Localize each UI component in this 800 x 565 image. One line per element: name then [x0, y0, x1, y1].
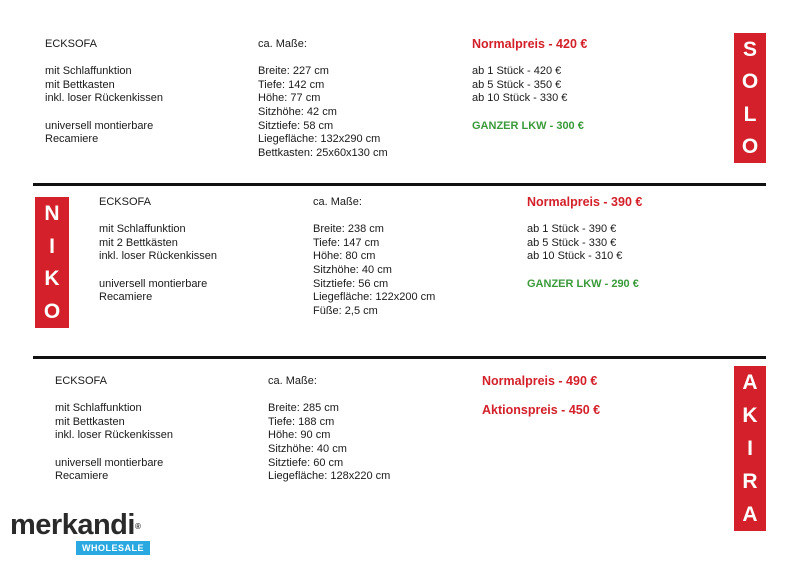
niko-pricing — [527, 196, 642, 291]
niko-dim: Breite: 238 cm — [313, 223, 384, 236]
niko-dims-title: ca. Maße: — [313, 196, 362, 208]
akira-feature: inkl. loser Rückenkissen — [55, 429, 173, 442]
solo-feature: Recamiere — [45, 133, 99, 146]
niko-feature: universell montierbare — [99, 277, 208, 290]
niko-name-strip — [35, 197, 69, 328]
wholesale-badge: WHOLESALE — [76, 541, 150, 555]
solo-letter: O — [741, 70, 759, 94]
niko-price-tier: ab 1 Stück - 390 € — [527, 223, 617, 236]
solo-price-tier: ab 1 Stück - 420 € — [472, 65, 562, 78]
solo-normal-price: Normalpreis - 420 € — [472, 37, 588, 51]
akira-type: ECKSOFA — [55, 375, 107, 387]
akira-letter: I — [747, 437, 753, 460]
niko-letter: O — [43, 300, 61, 324]
niko-feature: Recamiere — [99, 291, 153, 304]
akira-pricing — [482, 375, 600, 417]
solo-feature: mit Bettkasten — [45, 78, 115, 91]
solo-dim: Sitzhöhe: 42 cm — [258, 105, 337, 118]
solo-dim: Breite: 227 cm — [258, 65, 329, 78]
akira-name-strip — [734, 366, 766, 531]
akira-feature: mit Bettkasten — [55, 415, 125, 428]
akira-dims-title: ca. Maße: — [268, 375, 317, 387]
niko-truck-price: GANZER LKW - 290 € — [527, 277, 639, 290]
akira-letter: A — [742, 503, 758, 526]
solo-dim: Bettkasten: 25x60x130 cm — [258, 146, 388, 159]
niko-dim: Füße: 2,5 cm — [313, 304, 378, 317]
solo-truck-price: GANZER LKW - 300 € — [472, 119, 584, 132]
logo-wordmark: merkandi — [10, 509, 135, 541]
solo-letter: L — [743, 102, 757, 126]
akira-dim: Höhe: 90 cm — [268, 429, 331, 442]
niko-letter: I — [49, 234, 55, 258]
niko-price-tier: ab 5 Stück - 330 € — [527, 236, 617, 249]
akira-letter: R — [742, 470, 758, 493]
solo-dim: Höhe: 77 cm — [258, 92, 321, 105]
niko-type: ECKSOFA — [99, 196, 151, 208]
solo-dim: Sitztiefe: 58 cm — [258, 119, 334, 132]
divider — [33, 356, 766, 359]
solo-feature: mit Schlaffunktion — [45, 65, 132, 78]
akira-dimensions — [268, 375, 390, 484]
akira-dim: Tiefe: 188 cm — [268, 415, 335, 428]
solo-dimensions — [258, 38, 388, 160]
solo-letter: S — [742, 37, 757, 61]
solo-feature: inkl. loser Rückenkissen — [45, 92, 163, 105]
akira-feature: universell montierbare — [55, 456, 164, 469]
merkandi-logo — [10, 510, 150, 555]
akira-letter: K — [742, 404, 758, 427]
solo-dim: Liegefläche: 132x290 cm — [258, 133, 381, 146]
solo-dims-title: ca. Maße: — [258, 38, 307, 50]
niko-dimensions — [313, 196, 435, 318]
akira-action-price: Aktionspreis - 450 € — [482, 402, 601, 417]
niko-dim: Tiefe: 147 cm — [313, 236, 380, 249]
akira-dim: Sitztiefe: 60 cm — [268, 456, 344, 469]
solo-price-tier: ab 5 Stück - 350 € — [472, 78, 562, 91]
niko-normal-price: Normalpreis - 390 € — [527, 195, 643, 209]
niko-feature: mit Schlaffunktion — [99, 223, 186, 236]
niko-feature: mit 2 Bettkästen — [99, 236, 178, 249]
akira-dim: Breite: 285 cm — [268, 402, 339, 415]
niko-price-tier: ab 10 Stück - 310 € — [527, 250, 623, 263]
registered-mark: ® — [134, 522, 141, 531]
niko-dim: Sitztiefe: 56 cm — [313, 277, 389, 290]
niko-description — [99, 196, 217, 305]
akira-dim: Sitzhöhe: 40 cm — [268, 442, 347, 455]
akira-normal-price: Normalpreis - 490 € — [482, 374, 598, 388]
akira-feature: Recamiere — [55, 470, 109, 483]
niko-dim: Höhe: 80 cm — [313, 250, 376, 263]
divider — [33, 183, 766, 186]
akira-feature: mit Schlaffunktion — [55, 402, 142, 415]
niko-letter: N — [44, 201, 60, 225]
solo-dim: Tiefe: 142 cm — [258, 78, 325, 91]
niko-dim: Liegefläche: 122x200 cm — [313, 291, 436, 304]
solo-price-tier: ab 10 Stück - 330 € — [472, 92, 568, 105]
solo-feature: universell montierbare — [45, 119, 154, 132]
solo-letter: O — [741, 135, 759, 159]
solo-type: ECKSOFA — [45, 38, 97, 50]
akira-letter: A — [742, 371, 758, 394]
solo-description — [45, 38, 163, 147]
niko-dim: Sitzhöhe: 40 cm — [313, 263, 392, 276]
akira-dim: Liegefläche: 128x220 cm — [268, 470, 391, 483]
niko-feature: inkl. loser Rückenkissen — [99, 250, 217, 263]
solo-name-strip — [734, 33, 766, 163]
niko-letter: K — [44, 267, 60, 291]
solo-pricing — [472, 38, 587, 133]
akira-description — [55, 375, 173, 484]
